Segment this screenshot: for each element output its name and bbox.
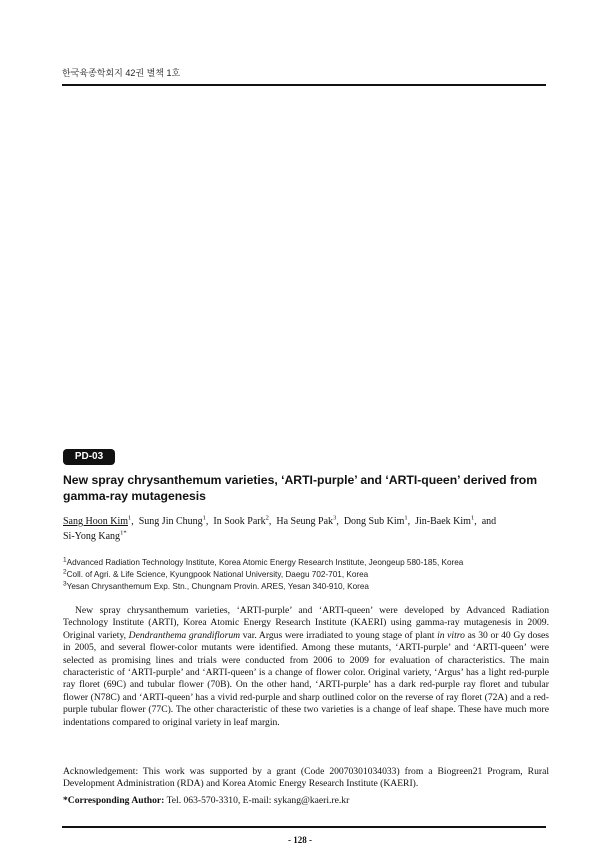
paper-title: New spray chrysanthemum varieties, ‘ARTI-purple’ and ‘ARTI-queen’ derived from gamma-ray mutagenesis bbox=[63, 473, 538, 503]
author-name: Dong Sub Kim bbox=[343, 516, 405, 527]
author-name: Si-Yong Kang bbox=[63, 531, 121, 542]
affiliation-number: 2 bbox=[63, 568, 67, 576]
affiliation-item bbox=[63, 569, 553, 581]
author-conjunction: and bbox=[481, 516, 497, 527]
author-name: Jin-Baek Kim bbox=[415, 516, 471, 527]
abstract-text: as 30 or 40 Gy doses in 2005, and several flower-color mutants were identified. Among these mutants, ‘ARTI-purple’ and ‘ARTI-queen’ were selected as promising lines and trials were conducted from 2006 to 2009 for evaluation of characteristics. The main characteristic of ‘ARTI-purple’ and ‘ARTI-queen’ is a change of flower color. Original variety, ‘Argus’ has a light red-purple ray floret (69C) and tubular flower (70B). On the other hand, ‘ARTI-purple’ has a dark red-purple ray floret and tubular flower (N78C) and ‘ARTI-queen’ has a vivid red-purple and sharp outlined color on the reverse of ray floret (72A) and a red-purple tubular flower (77C). The other characteristic of these two varieties is a change of leaf shape. These have much more indentations compared to original variety in leaf margin. bbox=[63, 629, 550, 728]
species-name: Dendranthema grandiflorum bbox=[128, 629, 241, 641]
affiliation-number: 3 bbox=[63, 580, 67, 588]
corresponding-author bbox=[63, 795, 349, 806]
affiliation-text: Advanced Radiation Technology Institute, Korea Atomic Energy Research Institute, Jeongeup 580-185, Korea bbox=[66, 558, 464, 567]
page-number: - 128 - bbox=[288, 835, 312, 845]
affiliation-text: Yesan Chrysanthemum Exp. Stn., Chungnam Provin. ARES, Yesan 340-910, Korea bbox=[66, 582, 369, 591]
author-affiliation-mark: 1 bbox=[470, 514, 475, 522]
corresponding-label: *Corresponding Author: bbox=[63, 795, 165, 806]
author-affiliation-mark: 1 bbox=[128, 514, 132, 522]
author-name: In Sook Park bbox=[213, 516, 266, 527]
author-name: Sang Hoon Kim bbox=[63, 516, 128, 527]
affiliation-list bbox=[63, 557, 553, 593]
affiliation-item bbox=[63, 557, 553, 569]
affiliation-text: Coll. of Agri. & Life Science, Kyungpook National University, Daegu 702-701, Korea bbox=[66, 570, 369, 579]
abstract-paragraph bbox=[63, 605, 549, 729]
author-affiliation-mark: 1* bbox=[120, 529, 127, 537]
author-affiliation-mark: 1 bbox=[404, 514, 408, 522]
abstract-text: New spray chrysanthemum varieties, ‘ARTI-purple’ and ‘ARTI-queen’ were developed by Advanced Radiation Technology Institute (ARTI), Korea Atomic Energy Research Institute (KAERI) using gamma-ray mutagenesis in 2009. Original variety, bbox=[63, 605, 549, 641]
affiliation-item bbox=[63, 581, 553, 593]
abstract-text: var. Argus were irradiated to young stage of plant bbox=[240, 629, 438, 641]
author-affiliation-mark: 3 bbox=[333, 514, 337, 522]
author-name: Ha Seung Pak bbox=[276, 516, 334, 527]
corresponding-contact: Tel. 063-570-3310, E-mail: sykang@kaeri.re.kr bbox=[164, 795, 350, 806]
acknowledgement: Acknowledgement: This work was supported by a grant (Code 20070301034033) from a Biogreen21 Program, Rural Development Administration (RDA) and Korea Atomic Energy Research Institute (KAERI). bbox=[63, 766, 549, 790]
author-list: Sang Hoon Kim$^1$, Sung Jin Chung$^1$, In Sook Park$^2$, Ha Seung Pak$^3$, Dong Sub Kim$^1$, Jin-Baek Kim$^1$, and Si-Yong Kang$^{1*}$ bbox=[63, 514, 497, 542]
affiliation-number: 1 bbox=[63, 556, 67, 564]
header-rule bbox=[62, 84, 546, 86]
author-affiliation-mark: 2 bbox=[265, 514, 269, 522]
author-affiliation-mark: 1 bbox=[202, 514, 206, 522]
footer-rule bbox=[62, 826, 546, 828]
in-vitro-term: in vitro bbox=[437, 629, 465, 641]
session-badge: PD-03 bbox=[63, 449, 115, 465]
journal-header: 한국육종학회지 42권 별책 1호 bbox=[62, 68, 181, 78]
author-name: Sung Jin Chung bbox=[138, 516, 203, 527]
